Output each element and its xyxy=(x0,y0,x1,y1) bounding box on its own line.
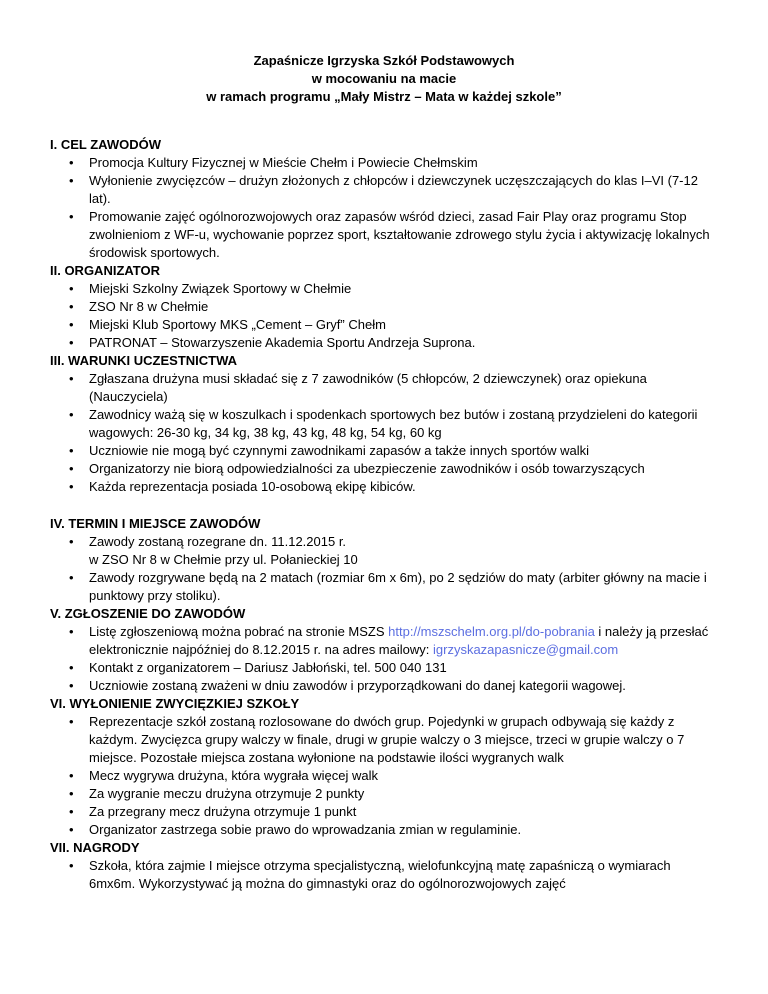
list-item: • Uczniowie nie mogą być czynnymi zawodnikami zapasów a także innych sportów walki xyxy=(50,442,720,460)
list-item xyxy=(50,533,720,569)
download-link[interactable]: http://mszschelm.org.pl/do-pobrania xyxy=(388,624,595,639)
list-item: • Każda reprezentacja posiada 10-osobową ekipę kibiców. xyxy=(50,478,720,496)
zgloszenie-text-after: i należy ją przesłać elektronicznie najpóźniej do 8.12.2015 r. na adres mailowy: xyxy=(89,624,709,657)
list-item: • Miejski Szkolny Związek Sportowy w Chełmie xyxy=(50,280,720,298)
list-cel xyxy=(50,154,720,262)
list-item: • Szkoła, która zajmie I miejsce otrzyma specjalistyczną, wielofunkcyjną matę zapaśniczą o wymiarach 6mx6m. Wykorzystywać ją można do gimnastyki oraz do ogólnorozwojowych zajęć xyxy=(50,857,720,893)
doc-body xyxy=(50,136,720,893)
list-item: • Organizator zastrzega sobie prawo do wprowadzania zmian w regulaminie. xyxy=(50,821,720,839)
list-item: • Zgłaszana drużyna musi składać się z 7 zawodników (5 chłopców, 2 dziewczynek) oraz opiekuna (Nauczyciela) xyxy=(50,370,720,406)
doc-title-line2: w mocowaniu na macie xyxy=(311,71,457,86)
doc-title-line3: w ramach programu „Mały Mistrz – Mata w każdej szkole” xyxy=(206,89,562,104)
section-heading-cel: I. CEL ZAWODÓW xyxy=(50,137,161,152)
list-nagrody xyxy=(50,857,720,893)
list-item: • Promowanie zajęć ogólnorozwojowych oraz zapasów wśród dzieci, zasad Fair Play oraz programu Stop zwolnieniom z WF-u, wychowanie poprzez sport, kształtowanie zdrowego stylu życia i aktywizację lokalnych środowisk sportowych. xyxy=(50,208,720,262)
section-heading-nagrody: VII. NAGRODY xyxy=(50,840,140,855)
list-termin xyxy=(50,533,720,605)
list-item: • Kontakt z organizatorem – Dariusz Jabłoński, tel. 500 040 131 xyxy=(50,659,720,677)
list-item: • Promocja Kultury Fizycznej w Mieście Chełm i Powiecie Chełmskim xyxy=(50,154,720,172)
list-wylonienie xyxy=(50,713,720,839)
list-item: • Miejski Klub Sportowy MKS „Cement – Gryf” Chełm xyxy=(50,316,720,334)
list-item: • Zawody rozgrywane będą na 2 matach (rozmiar 6m x 6m), po 2 sędziów do maty (arbiter główny na macie i punktowy przy stoliku). xyxy=(50,569,720,605)
list-item xyxy=(50,623,720,659)
section-heading-organizator: II. ORGANIZATOR xyxy=(50,263,161,278)
list-item: • Uczniowie zostaną zważeni w dniu zawodów i przyporządkowani do danej kategorii wagowej. xyxy=(50,677,720,695)
list-item: • ZSO Nr 8 w Chełmie xyxy=(50,298,720,316)
list-item: • Za wygranie meczu drużyna otrzymuje 2 punkty xyxy=(50,785,720,803)
list-item: • PATRONAT – Stowarzyszenie Akademia Sportu Andrzeja Suprona. xyxy=(50,334,720,352)
list-zgloszenie xyxy=(50,623,720,695)
email-link[interactable]: igrzyskazapasnicze@gmail.com xyxy=(433,642,619,657)
list-item: • Wyłonienie zwycięzców – drużyn złożonych z chłopców i dziewczynek uczęszczających do klas I–VI (7-12 lat). xyxy=(50,172,720,208)
doc-title-line1: Zapaśnicze Igrzyska Szkół Podstawowych xyxy=(253,53,515,68)
zgloszenie-text-before: Listę zgłoszeniową można pobrać na stronie MSZS xyxy=(89,624,389,639)
list-item: • Za przegrany mecz drużyna otrzymuje 1 punkt xyxy=(50,803,720,821)
section-heading-warunki: III. WARUNKI UCZESTNICTWA xyxy=(50,353,238,368)
list-item: • Organizatorzy nie biorą odpowiedzialności za ubezpieczenie zawodników i osób towarzyszących xyxy=(50,460,720,478)
list-organizator xyxy=(50,280,720,352)
termin-place: w ZSO Nr 8 w Chełmie przy ul. Połanieckiej 10 xyxy=(89,552,358,567)
section-heading-zgloszenie: V. ZGŁOSZENIE DO ZAWODÓW xyxy=(50,606,246,621)
list-item: • Zawodnicy ważą się w koszulkach i spodenkach sportowych bez butów i zostaną przydzieleni do kategorii wagowych: 26-30 kg, 34 kg, 38 kg, 43 kg, 48 kg, 54 kg, 60 kg xyxy=(50,406,720,442)
list-warunki xyxy=(50,370,720,496)
list-item: • Mecz wygrywa drużyna, która wygrała więcej walk xyxy=(50,767,720,785)
section-heading-wylonienie: VI. WYŁONIENIE ZWYCIĘZKIEJ SZKOŁY xyxy=(50,696,300,711)
termin-date: Zawody zostaną rozegrane dn. 11.12.2015 r. xyxy=(89,534,347,549)
list-item: • Reprezentacje szkół zostaną rozlosowane do dwóch grup. Pojedynki w grupach odbywają się każdy z każdym. Zwycięzca grupy walczy w finale, drugi w grupie walczy o 3 miejsce, trzeci w grupie walczy o 7 miejsce. Pozostałe miejsca zostana wyłonione na podstawie ilości wygranych walk xyxy=(50,713,720,767)
section-heading-termin: IV. TERMIN I MIEJSCE ZAWODÓW xyxy=(50,516,261,531)
section-spacer xyxy=(50,496,720,515)
